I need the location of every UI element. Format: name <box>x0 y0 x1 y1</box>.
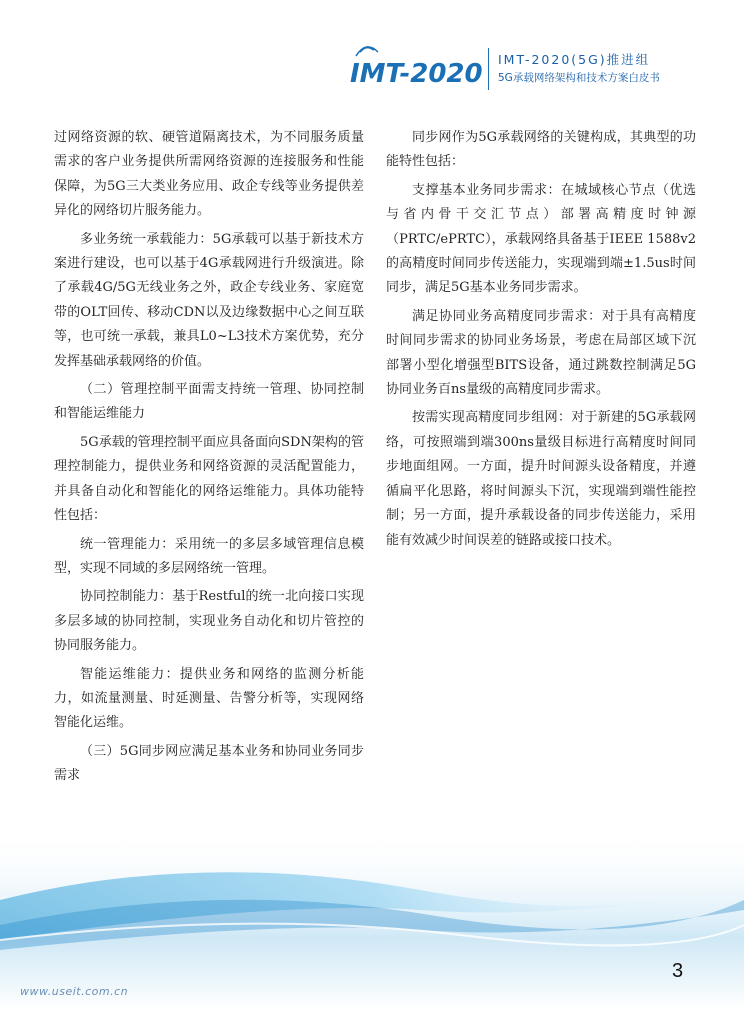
footer-url: www.useit.com.cn <box>20 985 129 998</box>
paragraph: 满足协同业务高精度同步需求：对于具有高精度时间同步需求的协同业务场景，考虑在局部区域下沉部署小型化增强型BITS设备，通过跳数控制满足5G协同业务百ns量级的高精度同步需求。 <box>386 308 696 398</box>
page-number: 3 <box>672 960 684 982</box>
header-doc-title: 5G承载网络架构和技术方案白皮书 <box>498 72 660 84</box>
paragraph: 统一管理能力：采用统一的多层多域管理信息模型，实现不同域的多层网络统一管理。 <box>54 536 364 576</box>
page-header <box>340 36 720 100</box>
paragraph: 多业务统一承载能力：5G承载可以基于新技术方案进行建设，也可以基于4G承载网进行升级演进。除了承载4G/5G无线业务之外，政企专线业务、家庭宽带的OLT回传、移动CDN以及边缘数据中心之间互联等，也可统一承载，兼具L0~L3技术方案优势，充分发挥基础承载网络的价值。 <box>54 231 364 369</box>
left-column <box>54 126 364 793</box>
logo-text: IMT-2020 <box>350 59 483 89</box>
imt2020-logo-graphic <box>346 42 486 92</box>
paragraph: 支撑基本业务同步需求：在城域核心节点（优选与省内骨干交汇节点）部署高精度时钟源（PRTC/ePRTC），承载网络具备基于IEEE 1588v2的高精度时间同步传送能力，实现端到端±1.5us时间同步，满足5G基本业务同步需求。 <box>386 182 696 296</box>
right-column <box>386 126 696 557</box>
paragraph: 协同控制能力：基于Restful的统一北向接口实现多层多域的协同控制，实现业务自动化和切片管控的协同服务能力。 <box>54 589 364 654</box>
paragraph: （三）5G同步网应满足基本业务和协同业务同步需求 <box>54 743 364 784</box>
header-divider <box>488 48 489 90</box>
paragraph: （二）管理控制平面需支持统一管理、协同控制和智能运维能力 <box>54 382 364 422</box>
paragraph: 5G承载的管理控制平面应具备面向SDN架构的管理控制能力，提供业务和网络资源的灵活配置能力，并具备自动化和智能化的网络运维能力。具体功能特性包括： <box>54 434 364 524</box>
header-org-title: IMT-2020(5G)推进组 <box>498 52 651 67</box>
paragraph: 同步网作为5G承载网络的关键构成，其典型的功能特性包括： <box>386 130 696 170</box>
paragraph: 按需实现高精度同步组网：对于新建的5G承载网络，可按照端到端300ns量级目标进行高精度时间同步地面组网。一方面，提升时间源头设备精度，并遵循扁平化思路，将时间源头下沉，实现端到端性能控制；另一方面，提升承载设备的同步传送能力，采用能有效减少时间误差的链路或接口技术。 <box>386 410 696 548</box>
paragraph: 智能运维能力：提供业务和网络的监测分析能力，如流量测量、时延测量、告警分析等，实现网络智能化运维。 <box>54 666 364 731</box>
decorative-wave <box>0 830 744 1010</box>
paragraph: 过网络资源的软、硬管道隔离技术，为不同服务质量需求的客户业务提供所需网络资源的连接服务和性能保障，为5G三大类业务应用、政企专线等业务提供差异化的网络切片服务能力。 <box>54 130 364 219</box>
imt2020-logo <box>346 42 486 92</box>
